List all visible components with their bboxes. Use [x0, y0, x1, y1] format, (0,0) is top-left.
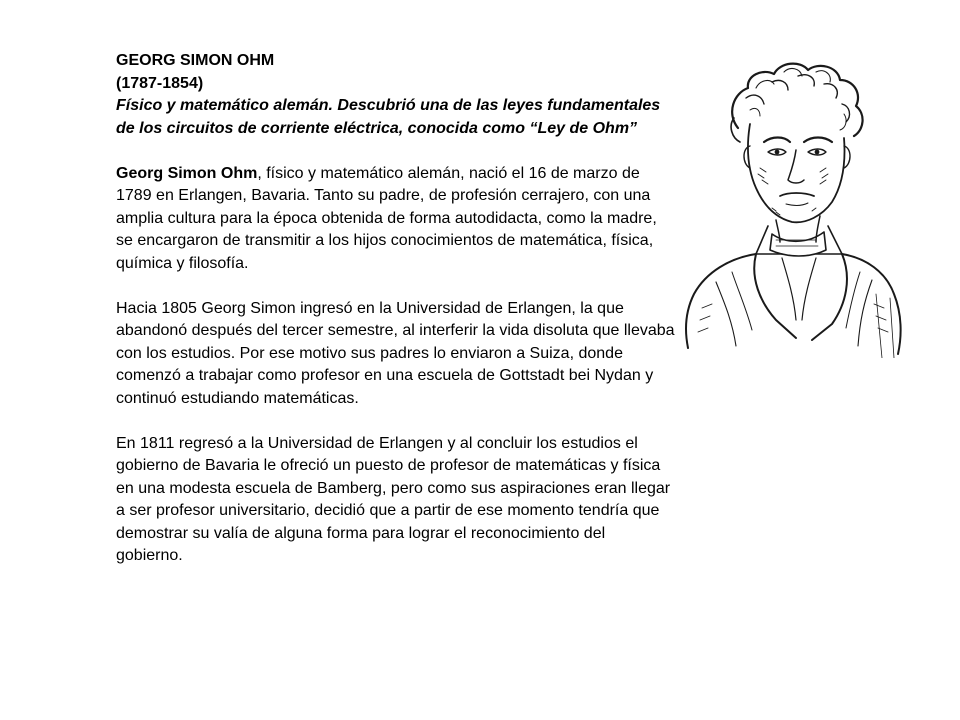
text-block	[116, 50, 676, 568]
paragraph-3: En 1811 regresó a la Universidad de Erlangen y al concluir los estudios el gobierno de Bavaria le ofreció un puesto de profesor de matemáticas y física en una modesta escuela de Bamberg, pero como sus aspiraciones eran llegar a ser profesor universitario, decidió que a partir de ese momento tendría que demostrar su valía de alguna forma para lograr el reconocimiento del gobierno.	[116, 434, 671, 564]
paragraph-1-text: , físico y matemático alemán, nació el 16 de marzo de 1789 en Erlangen, Bavaria. Tanto su padre, de profesión cerrajero, con una amplia cultura para la época obtenida de forma autodidacta, como la madre, se encargaron de transmitir a los hijos conocimientos de matemática, física, química y filosofía.	[116, 164, 657, 272]
paragraph-2: Hacia 1805 Georg Simon ingresó en la Universidad de Erlangen, la que abandonó después del tercer semestre, al interferir la vida disoluta que llevaba con los estudios. Por ese motivo sus padres lo enviaron a Suiza, donde comenzó a trabajar como profesor en una escuela de Gottstadt bei Nydan y continuó estudiando matemáticas.	[116, 299, 675, 407]
page-title: GEORG SIMON OHM	[116, 52, 275, 69]
subtitle-line-2: de los circuitos de corriente eléctrica, conocida como “Ley de Ohm”	[116, 119, 638, 137]
subtitle-line-1: Físico y matemático alemán. Descubrió una de las leyes fundamentales	[116, 97, 661, 114]
portrait-illustration	[676, 58, 906, 358]
paragraph-1-name: Georg Simon Ohm	[116, 164, 258, 182]
life-years: (1787-1854)	[116, 74, 204, 92]
paragraph-1	[116, 163, 676, 276]
subtitle	[116, 95, 676, 140]
portrait-drawing	[676, 58, 906, 358]
